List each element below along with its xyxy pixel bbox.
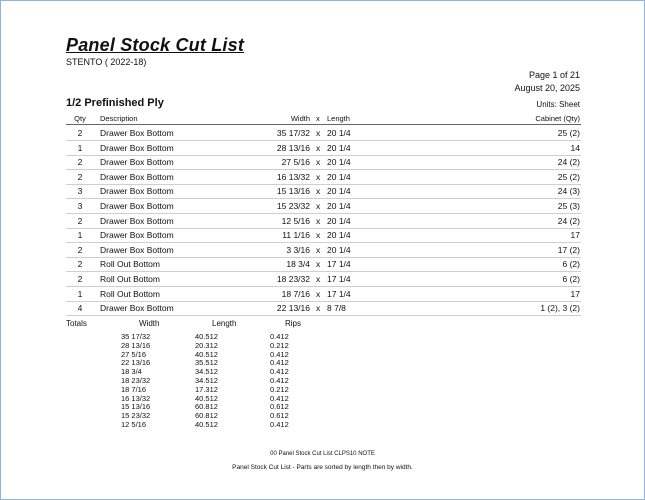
- cell-width: 12 5/16: [281, 215, 310, 226]
- totals-cell-length: 40.512: [195, 349, 218, 359]
- cell-length: 20 1/4: [327, 201, 351, 211]
- totals-cell-length: 35.512: [195, 358, 218, 368]
- totals-cell-width: 35 17/32: [121, 332, 151, 341]
- totals-cell-width: 15 23/32: [121, 411, 151, 421]
- cell-length: 17 1/4: [327, 259, 351, 270]
- cell-width: 3 3/16: [286, 244, 310, 255]
- section-title: 1/2 Prefinished Ply: [66, 97, 164, 109]
- totals-row: [0, 411, 400, 420]
- cell-cabinet: 17: [570, 230, 580, 241]
- totals-header-length: Length: [212, 319, 237, 328]
- column-header-description: Description: [100, 114, 138, 123]
- cell-cabinet: 17 (2): [557, 244, 580, 255]
- cell-cabinet: 6 (2): [562, 259, 580, 270]
- cell-x: x: [316, 230, 321, 241]
- totals-row: [0, 376, 400, 385]
- totals-cell-length: 17.312: [195, 384, 218, 394]
- table-row: [0, 214, 645, 229]
- cell-cabinet: 24 (2): [557, 157, 580, 168]
- column-header-length: Length: [327, 114, 350, 123]
- cell-x: x: [316, 157, 321, 168]
- cell-length: 20 1/4: [327, 142, 351, 153]
- cell-qty: 3: [77, 201, 83, 211]
- totals-cell-length: 40.512: [195, 332, 218, 341]
- totals-cell-rips: 0.412: [270, 358, 289, 368]
- cell-description: Roll Out Bottom: [100, 259, 160, 270]
- table-row: [0, 228, 645, 243]
- cell-x: x: [316, 171, 321, 182]
- cell-x: x: [316, 259, 321, 270]
- table-row: [0, 243, 645, 258]
- cell-width: 35 17/32: [276, 128, 310, 138]
- cell-width: 11 1/16: [282, 230, 310, 241]
- table-row: [0, 301, 645, 316]
- cell-width: 28 13/16: [276, 142, 310, 153]
- cell-x: x: [316, 142, 321, 153]
- totals-cell-width: 18 3/4: [121, 367, 142, 377]
- totals-cell-length: 60.812: [195, 402, 218, 412]
- totals-row: [0, 385, 400, 394]
- cell-qty: 4: [77, 303, 83, 314]
- totals-row: [0, 341, 400, 350]
- totals-cell-rips: 0.412: [270, 367, 289, 377]
- totals-cell-length: 34.512: [195, 376, 218, 385]
- cell-cabinet: 1 (2), 3 (2): [540, 303, 580, 314]
- cell-cabinet: 17: [570, 288, 580, 299]
- column-header-qty: Qty: [74, 114, 86, 123]
- cell-qty: 2: [77, 274, 83, 284]
- cell-x: x: [316, 215, 321, 226]
- column-header-width: Width: [290, 114, 310, 123]
- totals-cell-length: 20.312: [195, 340, 218, 350]
- totals-cell-width: 16 13/32: [121, 393, 151, 403]
- page-number: Page 1 of 21: [528, 70, 580, 80]
- totals-cell-rips: 0.412: [270, 420, 289, 429]
- column-header-cabinet: Cabinet (Qty): [535, 114, 580, 123]
- table-row: [0, 272, 645, 287]
- cell-description: Drawer Box Bottom: [100, 128, 174, 138]
- cell-x: x: [316, 201, 321, 211]
- cell-x: x: [316, 128, 321, 138]
- cell-x: x: [316, 288, 321, 299]
- cell-width: 15 13/16: [276, 186, 310, 197]
- totals-cell-width: 15 13/16: [121, 402, 151, 412]
- cell-qty: 3: [77, 186, 83, 197]
- cell-qty: 2: [77, 215, 83, 226]
- table-row: [0, 170, 645, 185]
- cell-description: Drawer Box Bottom: [100, 215, 174, 226]
- totals-label: Totals: [66, 319, 87, 328]
- totals-row: [0, 394, 400, 403]
- cell-qty: 2: [77, 259, 83, 270]
- totals-cell-width: 27 5/16: [121, 349, 147, 359]
- cell-cabinet: 24 (3): [557, 186, 580, 197]
- cell-width: 15 23/32: [276, 201, 310, 211]
- cell-description: Drawer Box Bottom: [100, 244, 174, 255]
- totals-row: [0, 402, 400, 411]
- report-date: August 20, 2025: [514, 83, 580, 93]
- totals-cell-rips: 0.412: [270, 393, 289, 403]
- cell-cabinet: 25 (2): [557, 128, 580, 138]
- table-row: [0, 287, 645, 302]
- totals-cell-rips: 0.612: [270, 411, 289, 421]
- table-row: [0, 199, 645, 214]
- cell-cabinet: 14: [570, 142, 580, 153]
- cell-width: 18 3/4: [286, 259, 310, 270]
- cell-length: 17 1/4: [327, 274, 351, 284]
- totals-row: [0, 358, 400, 367]
- cell-cabinet: 25 (2): [557, 171, 580, 182]
- cell-description: Drawer Box Bottom: [100, 157, 174, 168]
- cell-width: 16 13/32: [276, 171, 310, 182]
- cell-length: 20 1/4: [327, 215, 351, 226]
- cell-description: Roll Out Bottom: [100, 288, 160, 299]
- totals-cell-width: 18 7/16: [121, 384, 147, 394]
- totals-cell-width: 12 5/16: [121, 420, 147, 429]
- totals-header-rips: Rips: [285, 319, 302, 328]
- cell-description: Drawer Box Bottom: [100, 201, 174, 211]
- totals-cell-length: 60.812: [195, 411, 218, 421]
- cell-qty: 2: [77, 157, 83, 168]
- totals-row: [0, 350, 400, 359]
- report-subtitle: STENTO ( 2022-18): [66, 57, 147, 67]
- totals-cell-length: 40.512: [195, 420, 218, 429]
- cell-qty: 1: [77, 230, 83, 241]
- cell-length: 20 1/4: [327, 171, 351, 182]
- cell-cabinet: 6 (2): [562, 274, 580, 284]
- cell-description: Drawer Box Bottom: [100, 230, 174, 241]
- cell-length: 20 1/4: [327, 128, 351, 138]
- units-label: Units: Sheet: [536, 100, 580, 109]
- cell-length: 8 7/8: [327, 303, 346, 314]
- cell-width: 18 7/16: [281, 288, 310, 299]
- totals-row: [0, 367, 400, 376]
- cell-qty: 1: [77, 288, 83, 299]
- report-title: Panel Stock Cut List: [66, 35, 245, 55]
- cell-length: 20 1/4: [327, 230, 351, 241]
- totals-row: [0, 420, 400, 429]
- totals-cell-rips: 0.612: [270, 402, 289, 412]
- footer-note: 00 Panel Stock Cut List CLPS10 NOTE: [270, 451, 375, 457]
- cell-qty: 2: [77, 128, 83, 138]
- cell-length: 20 1/4: [327, 186, 351, 197]
- footer-sort-note: Panel Stock Cut List - Parts are sorted by length then by width.: [232, 464, 413, 471]
- cell-description: Roll Out Bottom: [100, 274, 160, 284]
- cell-length: 17 1/4: [327, 288, 351, 299]
- cell-qty: 2: [77, 171, 83, 182]
- totals-cell-width: 22 13/16: [121, 358, 151, 368]
- totals-cell-rips: 0.412: [270, 349, 289, 359]
- table-row: [0, 257, 645, 272]
- totals-cell-length: 34.512: [195, 367, 218, 377]
- table-row: [0, 155, 645, 170]
- cell-qty: 2: [77, 244, 83, 255]
- table-row: [0, 141, 645, 156]
- totals-cell-length: 40.512: [195, 393, 218, 403]
- totals-cell-rips: 0.412: [270, 376, 289, 385]
- cell-cabinet: 25 (3): [557, 201, 580, 211]
- cell-description: Drawer Box Bottom: [100, 186, 174, 197]
- cell-length: 20 1/4: [327, 244, 351, 255]
- totals-cell-rips: 0.412: [270, 332, 289, 341]
- totals-cell-rips: 0.212: [270, 340, 289, 350]
- cell-width: 27 5/16: [281, 157, 310, 168]
- header-divider: [66, 124, 581, 125]
- cell-cabinet: 24 (2): [557, 215, 580, 226]
- cell-x: x: [316, 186, 321, 197]
- totals-row: [0, 332, 400, 341]
- totals-cell-width: 18 23/32: [121, 376, 151, 385]
- cell-width: 22 13/16: [276, 303, 310, 314]
- cell-x: x: [316, 274, 321, 284]
- cell-width: 18 23/32: [276, 274, 310, 284]
- totals-cell-width: 28 13/16: [121, 340, 151, 350]
- row-divider: [66, 315, 581, 316]
- cell-x: x: [316, 244, 321, 255]
- cell-description: Drawer Box Bottom: [100, 142, 174, 153]
- table-row: [0, 184, 645, 199]
- table-row: [0, 126, 645, 141]
- totals-cell-rips: 0.212: [270, 384, 289, 394]
- totals-header-width: Width: [139, 319, 160, 328]
- cell-qty: 1: [77, 142, 83, 153]
- cell-length: 20 1/4: [327, 157, 351, 168]
- cell-description: Drawer Box Bottom: [100, 171, 174, 182]
- column-header-x: x: [316, 114, 320, 123]
- cell-description: Drawer Box Bottom: [100, 303, 174, 314]
- cell-x: x: [316, 303, 321, 314]
